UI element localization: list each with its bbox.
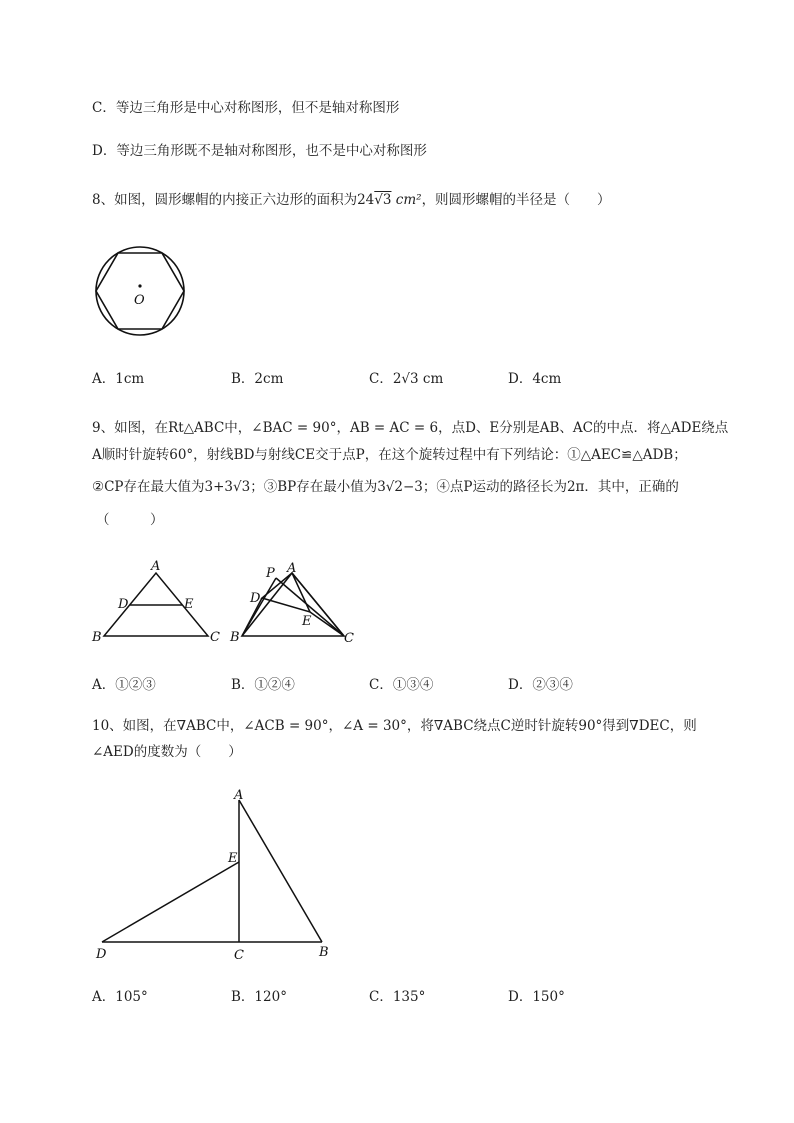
- segment-ab: [239, 800, 322, 942]
- label-d: D: [118, 597, 129, 612]
- label-d: D: [96, 947, 107, 962]
- q10-figure: [88, 784, 338, 964]
- label-a: A: [151, 559, 161, 574]
- q10-option-c: C．135°: [369, 989, 426, 1005]
- label-a: A: [287, 561, 297, 576]
- q8-stem: [92, 191, 611, 209]
- label-b: B: [92, 630, 102, 645]
- q9-line-3: ②CP存在最大值为3+3√3；③BP存在最小值为3√2−3；④点P运动的路径长为2π．其中，正确的: [92, 479, 679, 495]
- q8-option-c: C．2√3 cm: [369, 371, 444, 387]
- q7-option-c: C．等边三角形是中心对称图形，但不是轴对称图形: [92, 100, 400, 116]
- nut-circle: [96, 247, 184, 335]
- label-a: A: [234, 788, 244, 803]
- nut-hexagon: [96, 253, 184, 329]
- q8-stem-sqrt: √3: [374, 192, 392, 208]
- q10-option-b: B．120°: [231, 989, 287, 1005]
- q9-option-a: A．①②③: [92, 677, 156, 693]
- q8-stem-text: 8、如图，圆形螺帽的内接正六边形的面积为24: [92, 192, 375, 208]
- q10-line-2: ∠AED的度数为（ ）: [92, 744, 242, 760]
- q8-stem-unit: cm²: [395, 192, 422, 208]
- q9-line-4: （ ）: [96, 512, 164, 528]
- label-d: D: [250, 591, 261, 606]
- q9-option-c: C．①③④: [369, 677, 434, 693]
- q7-option-d: D．等边三角形既不是轴对称图形，也不是中心对称图形: [92, 143, 427, 159]
- q10-line-1: 10、如图，在∇ABC中，∠ACB = 90°，∠A = 30°，将∇ABC绕点C逆时针旋转90°得到∇DEC，则: [92, 718, 697, 734]
- q9-figure-2: [228, 556, 358, 648]
- label-o: O: [134, 293, 145, 308]
- q8-stem-tail: ，则圆形螺帽的半径是（ ）: [421, 192, 611, 208]
- q10-option-d: D．150°: [508, 989, 565, 1005]
- q8-option-d: D．4cm: [508, 371, 562, 387]
- label-c: C: [344, 631, 354, 646]
- q8-option-a: A．1cm: [92, 371, 145, 387]
- segment-de: [102, 862, 239, 942]
- label-e: E: [302, 614, 312, 629]
- label-e: E: [184, 597, 194, 612]
- label-c: C: [234, 948, 244, 963]
- center-point: [138, 284, 141, 287]
- q8-option-b: B．2cm: [231, 371, 284, 387]
- label-b: B: [319, 945, 329, 960]
- q9-option-d: D．②③④: [508, 677, 573, 693]
- q9-line-2: A顺时针旋转60°，射线BD与射线CE交于点P，在这个旋转过程中有下列结论：①△AEC≌△ADB；: [92, 447, 687, 463]
- label-e: E: [228, 851, 238, 866]
- q10-option-a: A．105°: [92, 989, 148, 1005]
- label-c: C: [210, 630, 220, 645]
- q9-line-1: 9、如图，在Rt△ABC中，∠BAC = 90°，AB = AC = 6，点D、E分别是AB、AC的中点．将△ADE绕点: [92, 420, 729, 436]
- segment-ae: [292, 573, 344, 636]
- label-p: P: [266, 566, 275, 581]
- label-b: B: [230, 630, 240, 645]
- q9-figure-1: [90, 556, 220, 648]
- q9-option-b: B．①②④: [231, 677, 295, 693]
- q8-figure: [94, 246, 190, 336]
